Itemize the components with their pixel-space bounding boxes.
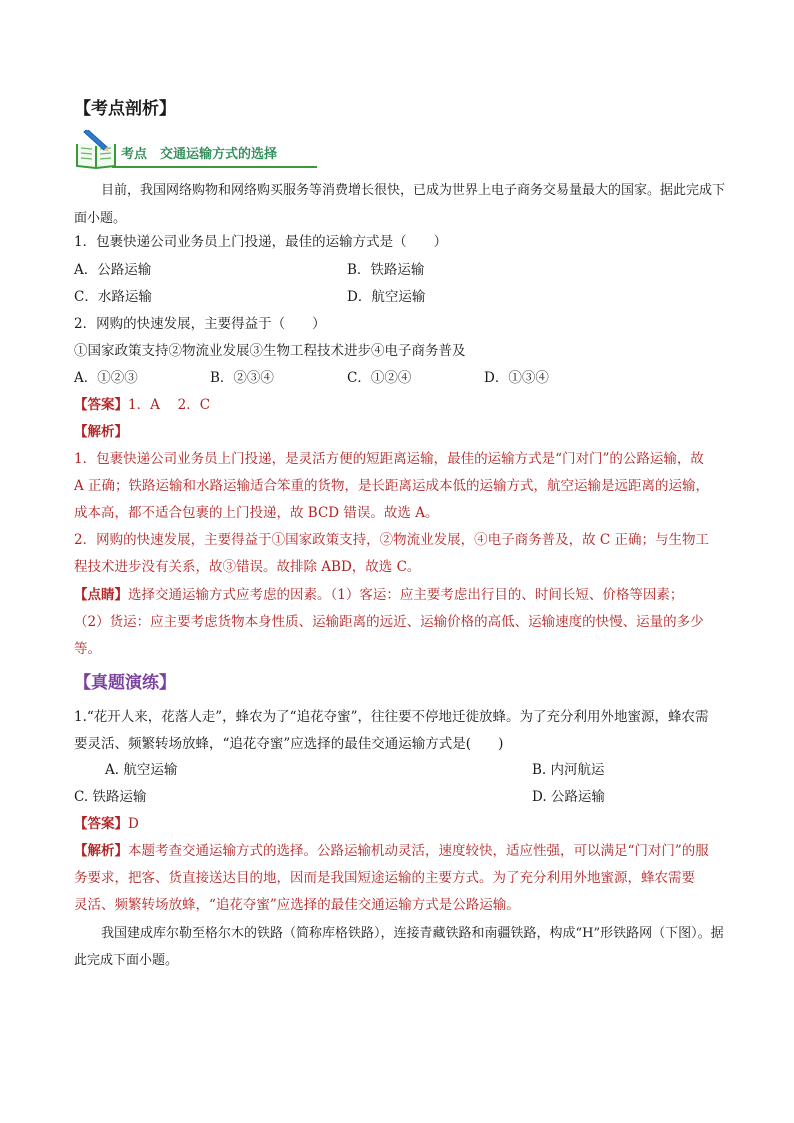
question-1-option-a: A．公路运输 xyxy=(74,262,152,278)
question-1-option-b: B．铁路运输 xyxy=(347,262,425,278)
book-pencil-icon xyxy=(74,130,120,170)
dianjing-line-3: 等。 xyxy=(74,641,101,657)
answer-block-1 xyxy=(74,392,210,419)
kaodian-label: 考点 xyxy=(121,147,148,162)
zhenti-1-stem-line-2: 要灵活、频繁转场放蜂，“追花夺蜜”应选择的最佳交通运输方式是( ) xyxy=(74,736,504,752)
question-2-option-b: B．②③④ xyxy=(210,370,274,386)
kaodian-underline xyxy=(112,166,317,168)
zhenti-1-option-d: D. 公路运输 xyxy=(532,789,605,805)
question-2-stem: 2．网购的快速发展，主要得益于（ ） xyxy=(74,316,326,332)
dianjing-line-1: 【点睛】选择交通运输方式应考虑的因素。（1）客运：应主要考虑出行目的、时间长短、价格等因素； xyxy=(74,587,684,603)
analysis-1-line-4: 2．网购的快速发展，主要得益于①国家政策支持，②物流业发展，④电子商务普及，故 C 正确；与生物工 xyxy=(74,532,709,548)
zhenti-1-stem-line-1: 1.“花开人来，花落人走”，蜂农为了“追花夺蜜”，往往要不停地迁徙放蜂。为了充分利用外地蜜源，蜂农需 xyxy=(74,709,709,725)
analysis-tag-2: 【解析】 xyxy=(74,843,128,859)
section-title-kaodian-poxi: 【考点剖析】 xyxy=(74,99,176,119)
answer-block-2 xyxy=(74,811,139,838)
analysis-1-line-1: 1．包裹快递公司业务员上门投递，是灵活方便的短距离运输，最佳的运输方式是“门对门”的公路运输，故 xyxy=(74,451,704,467)
dianjing-line-2: （2）货运：应主要考虑货物本身性质、运输距离的远近、运输价格的高低、运输速度的快慢、运量的多少 xyxy=(74,614,704,630)
answer-text: 1．A 2．C xyxy=(128,397,211,413)
analysis-1-line-2: A 正确；铁路运输和水路运输适合笨重的货物，是长距离运成本低的运输方式，航空运输是远距离的运输， xyxy=(74,478,710,494)
question-2-option-c: C．①②④ xyxy=(347,370,412,386)
analysis-2-line-1: 【解析】本题考查交通运输方式的选择。公路运输机动灵活，速度较快，适应性强，可以满足“门对门”的服 xyxy=(74,843,709,859)
question-2-choices: ①国家政策支持②物流业发展③生物工程技术进步④电子商务普及 xyxy=(74,343,466,359)
kaodian-topic: 交通运输方式的选择 xyxy=(160,147,278,162)
dianjing-tag: 【点睛】 xyxy=(74,587,128,603)
analysis-2-line-3: 灵活、频繁转场放蜂，“追花夺蜜”应选择的最佳交通运输方式是公路运输。 xyxy=(74,897,520,913)
analysis-tag-1: 【解析】 xyxy=(74,424,128,440)
answer-tag: 【答案】 xyxy=(74,397,128,413)
intro-paragraph-2: 我国建成库尔勒至格尔木的铁路（简称库格铁路），连接青藏铁路和南疆铁路，构成“H”形铁路网（下图）。据此完成下面小题。 xyxy=(74,926,724,968)
zhenti-1-option-c: C. 铁路运输 xyxy=(74,789,147,805)
answer-tag: 【答案】 xyxy=(74,816,128,832)
question-2-option-a: A．①②③ xyxy=(74,370,138,386)
question-1-option-c: C．水路运输 xyxy=(74,289,152,305)
analysis-2-line-2: 务要求，把客、货直接送达目的地，因而是我国短途运输的主要方式。为了充分利用外地蜜源，蜂农需要 xyxy=(74,870,695,886)
question-1-option-d: D．航空运输 xyxy=(347,289,426,305)
analysis-1-line-3: 成本高，都不适合包裹的上门投递，故 BCD 错误。故选 A。 xyxy=(74,505,439,521)
zhenti-1-option-a: A. 航空运输 xyxy=(105,762,178,778)
question-2-option-d: D．①③④ xyxy=(484,370,549,386)
zhenti-1-option-b: B. 内河航运 xyxy=(532,762,605,778)
intro-paragraph: 目前，我国网络购物和网络购买服务等消费增长很快，已成为世界上电子商务交易量最大的国家。据此完成下面小题。 xyxy=(74,183,726,226)
question-1-stem: 1．包裹快递公司业务员上门投递，最佳的运输方式是（ ） xyxy=(74,234,448,250)
analysis-1-line-5: 程技术进步没有关系，故③错误。故排除 ABD，故选 C。 xyxy=(74,559,421,575)
answer-text: D xyxy=(128,816,139,832)
section-title-zhenti-yanlian: 【真题演练】 xyxy=(74,673,176,693)
